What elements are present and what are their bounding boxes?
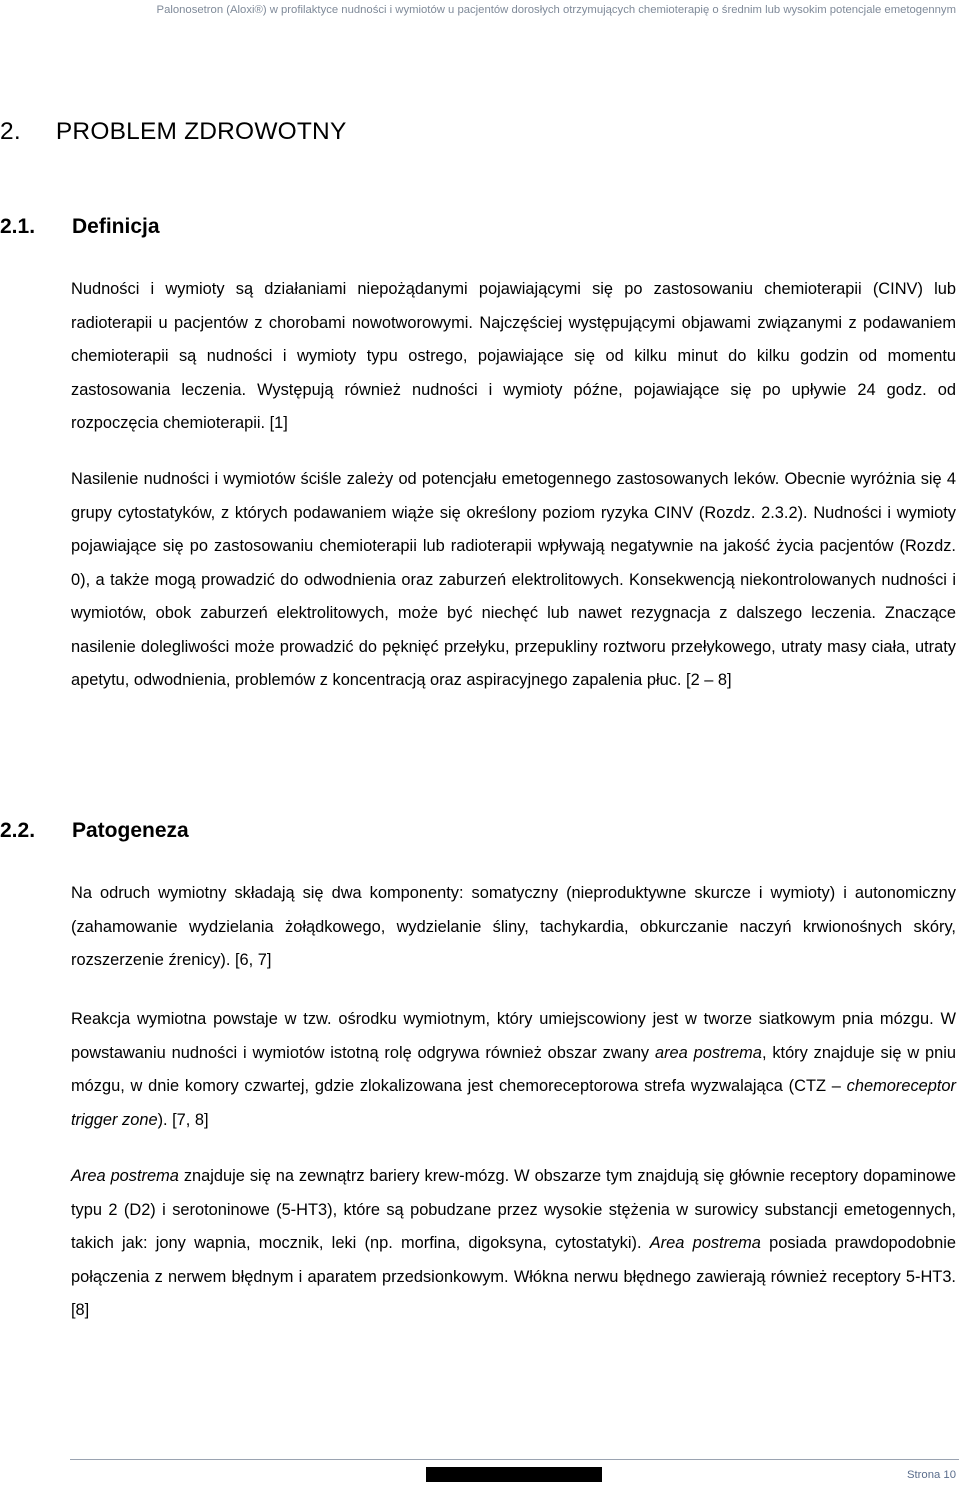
subsection-number: 2.2. (0, 819, 36, 842)
running-header: Palonosetron (Aloxi®) w profilaktyce nudności i wymiotów u pacjentów dorosłych otrzymujących chemioterapię o średnim lub wysokim potencjale emetogennym (156, 4, 956, 16)
term-area-postrema: Area postrema (649, 1234, 761, 1252)
definition-paragraph-2: Nasilenie nudności i wymiotów ściśle zależy od potencjału emetogennego zastosowanych leków. Obecnie wyróżnia się 4 grupy cytostatyków, z których podawaniem wiąże się określony poziom ryzyka CINV (Rozdz. 2.3.2). Nudności i wymioty pojawiające się po zastosowaniu chemioterapii lub radioterapii wpływają negatywnie na jakość życia pacjentów (Rozdz. 0), a także mogą prowadzić do odwodnienia oraz zaburzeń elektrolitowych. Konsekwencją niekontrolowanych nudności i wymiotów, obok zaburzeń elektrolitowych, może być niechęć lub nawet rezygnacja z dalszego leczenia. Znaczące nasilenie dolegliwości może prowadzić do pęknięć przełyku, przepukliny roztworu przełykowego, utraty masy ciała, utraty apetytu, odwodnienia, problemów z koncentracją oraz aspiracyjnego zapalenia płuc. [2 – 8] (71, 470, 956, 689)
term-area-postrema: Area postrema (71, 1167, 179, 1185)
section-number: 2. (0, 118, 21, 145)
footer-redaction-bar (426, 1467, 602, 1482)
page-number: Strona 10 (907, 1469, 956, 1481)
pathogenesis-paragraph-2: Reakcja wymiotna powstaje w tzw. ośrodku wymiotnym, który umiejscowiony jest w tworze siatkowym pnia mózgu. W powstawaniu nudności i wymiotów istotną rolę odgrywa również obszar zwany area postrema, który znajduje się w pniu mózgu, w dnie komory czwartej, gdzie zlokalizowana jest chemoreceptorowa strefa wyzwalająca (CTZ – chemoreceptor trigger zone). [7, 8] (71, 1010, 956, 1129)
subsection-number: 2.1. (0, 215, 36, 238)
subsection-title: Definicja (72, 215, 160, 238)
subsection-heading-patogeneza (0, 819, 189, 843)
section-title: PROBLEM ZDROWOTNY (55, 118, 347, 145)
definition-paragraph-1: Nudności i wymioty są działaniami niepożądanymi pojawiającymi się po zastosowaniu chemioterapii (CINV) lub radioterapii u pacjentów z chorobami nowotworowymi. Najczęściej występującymi objawami związanymi z podawaniem chemioterapii są nudności i wymioty typu ostrego, pojawiające się od kilku minut do kilku godzin od momentu zastosowania leczenia. Występują również nudności i wymioty późne, pojawiające się po upływie 24 godz. od rozpoczęcia chemioterapii. [1] (71, 280, 956, 432)
subsection-title: Patogeneza (72, 819, 189, 842)
term-chemoreceptor-trigger-zone: chemoreceptor trigger zone (71, 1077, 956, 1129)
pathogenesis-paragraph-1: Na odruch wymiotny składają się dwa komponenty: somatyczny (nieproduktywne skurcze i wymioty) i autonomiczny (zahamowanie wydzielania żołądkowego, wydzielanie śliny, tachykardia, obkurczanie naczyń krwionośnych skóry, rozszerzenie źrenicy). [6, 7] (71, 884, 956, 969)
subsection-heading-definicja (0, 215, 160, 239)
footer-divider (70, 1459, 959, 1460)
term-area-postrema: area postrema (654, 1043, 762, 1062)
section-heading (0, 118, 347, 146)
pathogenesis-paragraph-3: Area postrema znajduje się na zewnątrz bariery krew-mózg. W obszarze tym znajdują się głównie receptory dopaminowe typu 2 (D2) i serotoninowe (5-HT3), które są pobudzane przez wysokie stężenia w surowicy substancji emetogennych, takich jak: jony wapnia, mocznik, leki (np. morfina, digoksyna, cytostatyki). Area postrema posiada prawdopodobnie połączenia z nerwem błędnym i aparatem przedsionkowym. Włókna nerwu błędnego zawierają również receptory 5-HT3. [8] (71, 1167, 957, 1319)
